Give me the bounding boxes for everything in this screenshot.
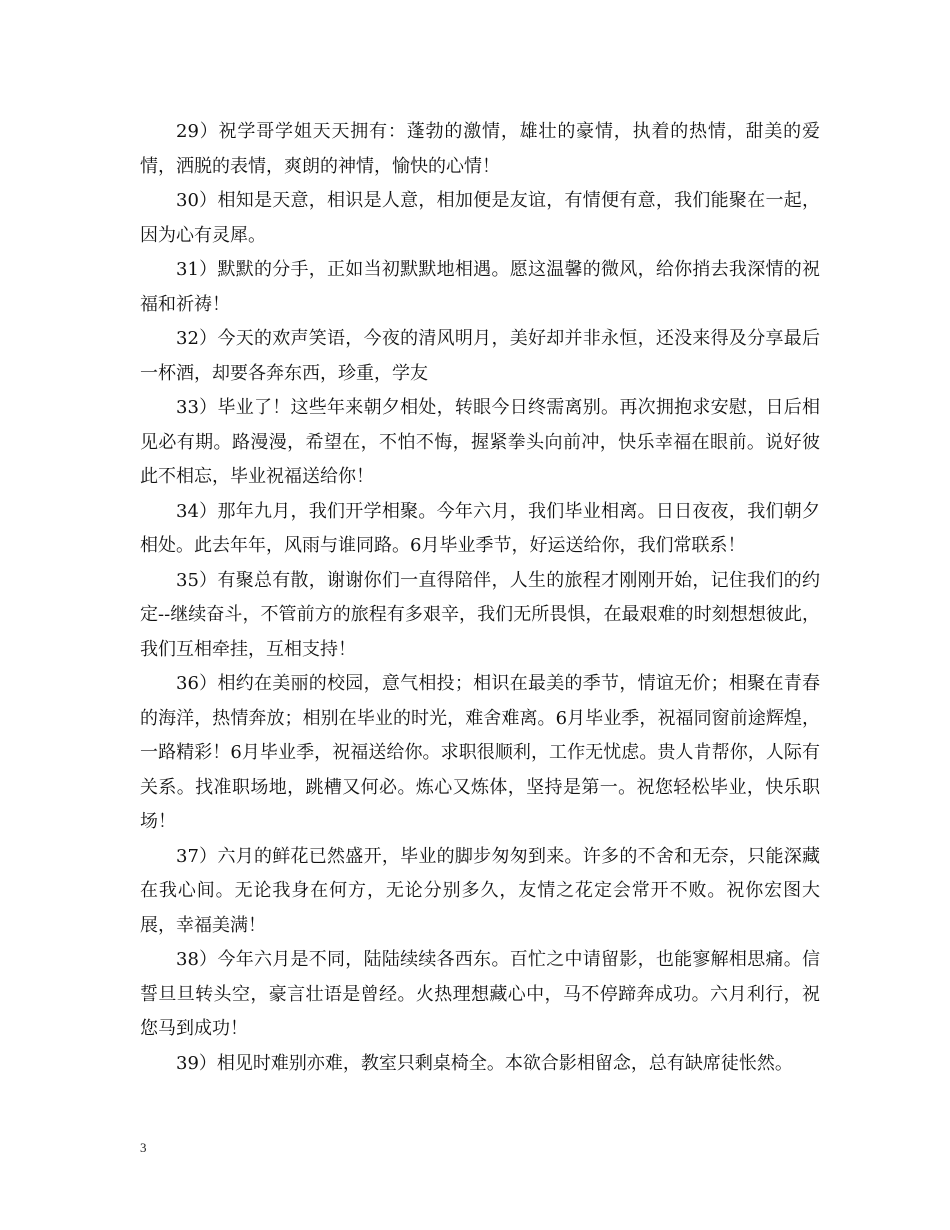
- page-number: 3: [140, 1140, 147, 1155]
- paragraph-29: 29）祝学哥学姐天天拥有：蓬勃的激情，雄壮的豪情，执着的热情，甜美的爱情，洒脱的表情，爽朗的神情，愉快的心情！: [140, 121, 820, 177]
- paragraph-37: 37）六月的鲜花已然盛开，毕业的脚步匆匆到来。许多的不舍和无奈，只能深藏在我心间。无论我身在何方，无论分别多久，友情之花定会常开不败。祝你宏图大展，幸福美满！: [140, 845, 820, 936]
- paragraph-38: 38）今年六月是不同，陆陆续续各西东。百忙之中请留影，也能寥解相思痛。信誓旦旦转头空，豪言壮语是曾经。火热理想藏心中，马不停蹄奔成功。六月利行，祝您马到成功！: [140, 949, 820, 1039]
- paragraph-35: 35）有聚总有散，谢谢你们一直得陪伴，人生的旅程才刚刚开始，记住我们的约定--继续奋斗，不管前方的旅程有多艰辛，我们无所畏惧，在最艰难的时刻想想彼此，我们互相牵挂，互相支持！: [140, 569, 820, 660]
- paragraph-36: 36）相约在美丽的校园，意气相投；相识在最美的季节，情谊无价；相聚在青春的海洋，热情奔放；相别在毕业的时光，难舍难离。6月毕业季，祝福同窗前途辉煌，一路精彩！6月毕业季，祝福送给你。求职很顺利，工作无忧虑。贵人肯帮你，人际有关系。找准职场地，跳槽又何必。炼心又炼体，坚持是第一。祝您轻松毕业，快乐职场！: [140, 673, 820, 832]
- document-body: [140, 115, 820, 1081]
- paragraph-30: 30）相知是天意，相识是人意，相加便是友谊，有情便有意，我们能聚在一起，因为心有灵犀。: [140, 190, 820, 246]
- paragraph-33: 33）毕业了！这些年来朝夕相处，转眼今日终需离别。再次拥抱求安慰，日后相见必有期。路漫漫，希望在，不怕不悔，握紧拳头向前冲，快乐幸福在眼前。说好彼此不相忘，毕业祝福送给你！: [140, 397, 820, 487]
- paragraph-39: 39）相见时难别亦难，教室只剩桌椅全。本欲合影相留念，总有缺席徒怅然。: [176, 1052, 793, 1074]
- paragraph-31: 31）默默的分手，正如当初默默地相遇。愿这温馨的微风，给你捎去我深情的祝福和祈祷！: [140, 259, 820, 315]
- paragraph-34: 34）那年九月，我们开学相聚。今年六月，我们毕业相离。日日夜夜，我们朝夕相处。此去年年，风雨与谁同路。6月毕业季节，好运送给你，我们常联系！: [140, 500, 820, 556]
- paragraph-32: 32）今天的欢声笑语，今夜的清风明月，美好却并非永恒，还没来得及分享最后一杯酒，却要各奔东西，珍重，学友: [140, 328, 820, 384]
